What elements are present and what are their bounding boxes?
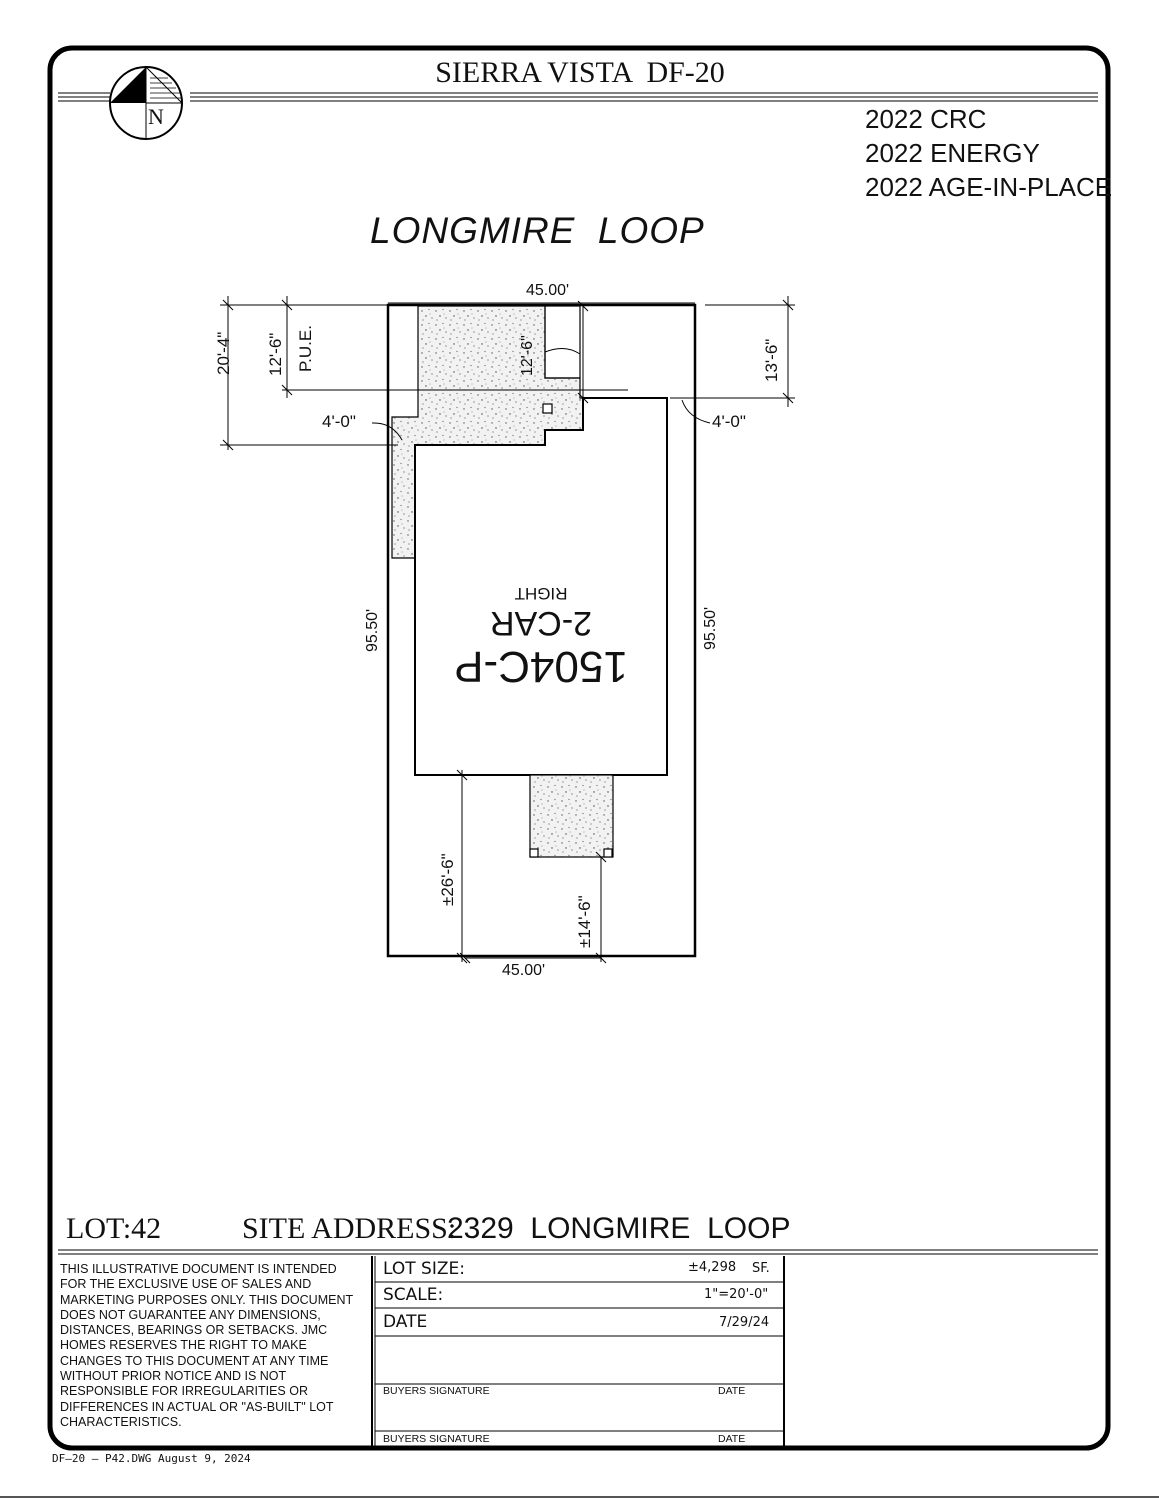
- plan-name: 1504C-P: [454, 642, 628, 691]
- buyer-date-label: DATE: [718, 1433, 746, 1445]
- date-value: 7/29/24: [719, 1315, 770, 1330]
- apron-curve: [545, 348, 580, 354]
- patio-post-left: [530, 849, 538, 857]
- driveway-pue-dim: 12'-6": [519, 335, 536, 376]
- lot-number: LOT:42: [66, 1212, 162, 1245]
- lot-size-label: LOT SIZE:: [383, 1259, 465, 1279]
- rear-walk-dim: ±14'-6": [575, 895, 594, 948]
- scale-value: 1"=20'-0": [704, 1287, 769, 1302]
- scale-label: SCALE:: [383, 1285, 444, 1305]
- right-depth-dim: 95.50': [702, 606, 719, 650]
- patio-post-right: [604, 849, 612, 857]
- site-address-value: 2329 LONGMIRE LOOP: [447, 1212, 791, 1245]
- lot-size-value: ±4,298: [688, 1260, 737, 1275]
- project-title: SIERRA VISTA DF-20: [435, 56, 725, 89]
- side-setback-left-dim: 4'-0": [322, 412, 356, 431]
- date-label: DATE: [383, 1312, 428, 1332]
- north-letter: N: [148, 104, 164, 129]
- orientation-label: RIGHT: [514, 584, 568, 603]
- driveway-apron: [545, 306, 580, 378]
- code-references: [865, 102, 1112, 204]
- house-labels: [415, 565, 667, 690]
- buyer-signature-label: BUYERS SIGNATURE: [383, 1385, 490, 1397]
- pue-label: P.U.E.: [296, 325, 315, 372]
- drawing-file-footer: DF—20 — P42.DWG August 9, 2024: [52, 1452, 251, 1465]
- disclaimer-text: THIS ILLUSTRATIVE DOCUMENT IS INTENDED FOR THE EXCLUSIVE USE OF SALES AND MARKETING PURPOSES ONLY. THIS DOCUMENT DOES NOT GUARANTEE ANY DIMENSIONS, DISTANCES, BEARINGS OR SETBACKS. JMC HOMES RESERVES THE RIGHT TO MAKE CHANGES TO THIS DOCUMENT AT ANY TIME WITHOUT PRIOR NOTICE AND IS NOT RESPONSIBLE FOR IRREGULARITIES OR DIFFERENCES IN ACTUAL OR "AS-BUILT" LOT CHARACTERISTICS.: [60, 1262, 353, 1429]
- front-setback-right-dim: 13'-6": [762, 338, 781, 382]
- site-address-label: SITE ADDRESS:: [242, 1212, 457, 1245]
- left-depth-dim: 95.50': [364, 608, 381, 652]
- buyer-date-label: DATE: [718, 1385, 746, 1397]
- code-reference: 2022 CRC: [865, 104, 987, 134]
- rear-width-dim: 45.00': [502, 962, 546, 979]
- buyer-signature-label: BUYERS SIGNATURE: [383, 1433, 490, 1445]
- side-setback-right-dim: 4'-0": [712, 412, 746, 431]
- lot-size-unit: SF.: [752, 1261, 770, 1276]
- utility-box: [543, 404, 552, 413]
- header-rules: [58, 93, 1098, 101]
- front-width-dim: 45.00': [526, 282, 570, 299]
- code-reference: 2022 AGE-IN-PLACE: [865, 172, 1113, 202]
- rear-patio: [530, 775, 613, 857]
- code-reference: 2022 ENERGY: [865, 138, 1040, 168]
- street-name: LONGMIRE LOOP: [370, 210, 705, 251]
- front-setback-left-dim: 20'-4": [214, 331, 233, 375]
- garage-label: 2-CAR: [489, 604, 593, 642]
- north-arrow-icon: [110, 67, 182, 139]
- pue-dim: 12'-6": [266, 332, 285, 376]
- rear-setback-dim: ±26'-6": [438, 853, 457, 906]
